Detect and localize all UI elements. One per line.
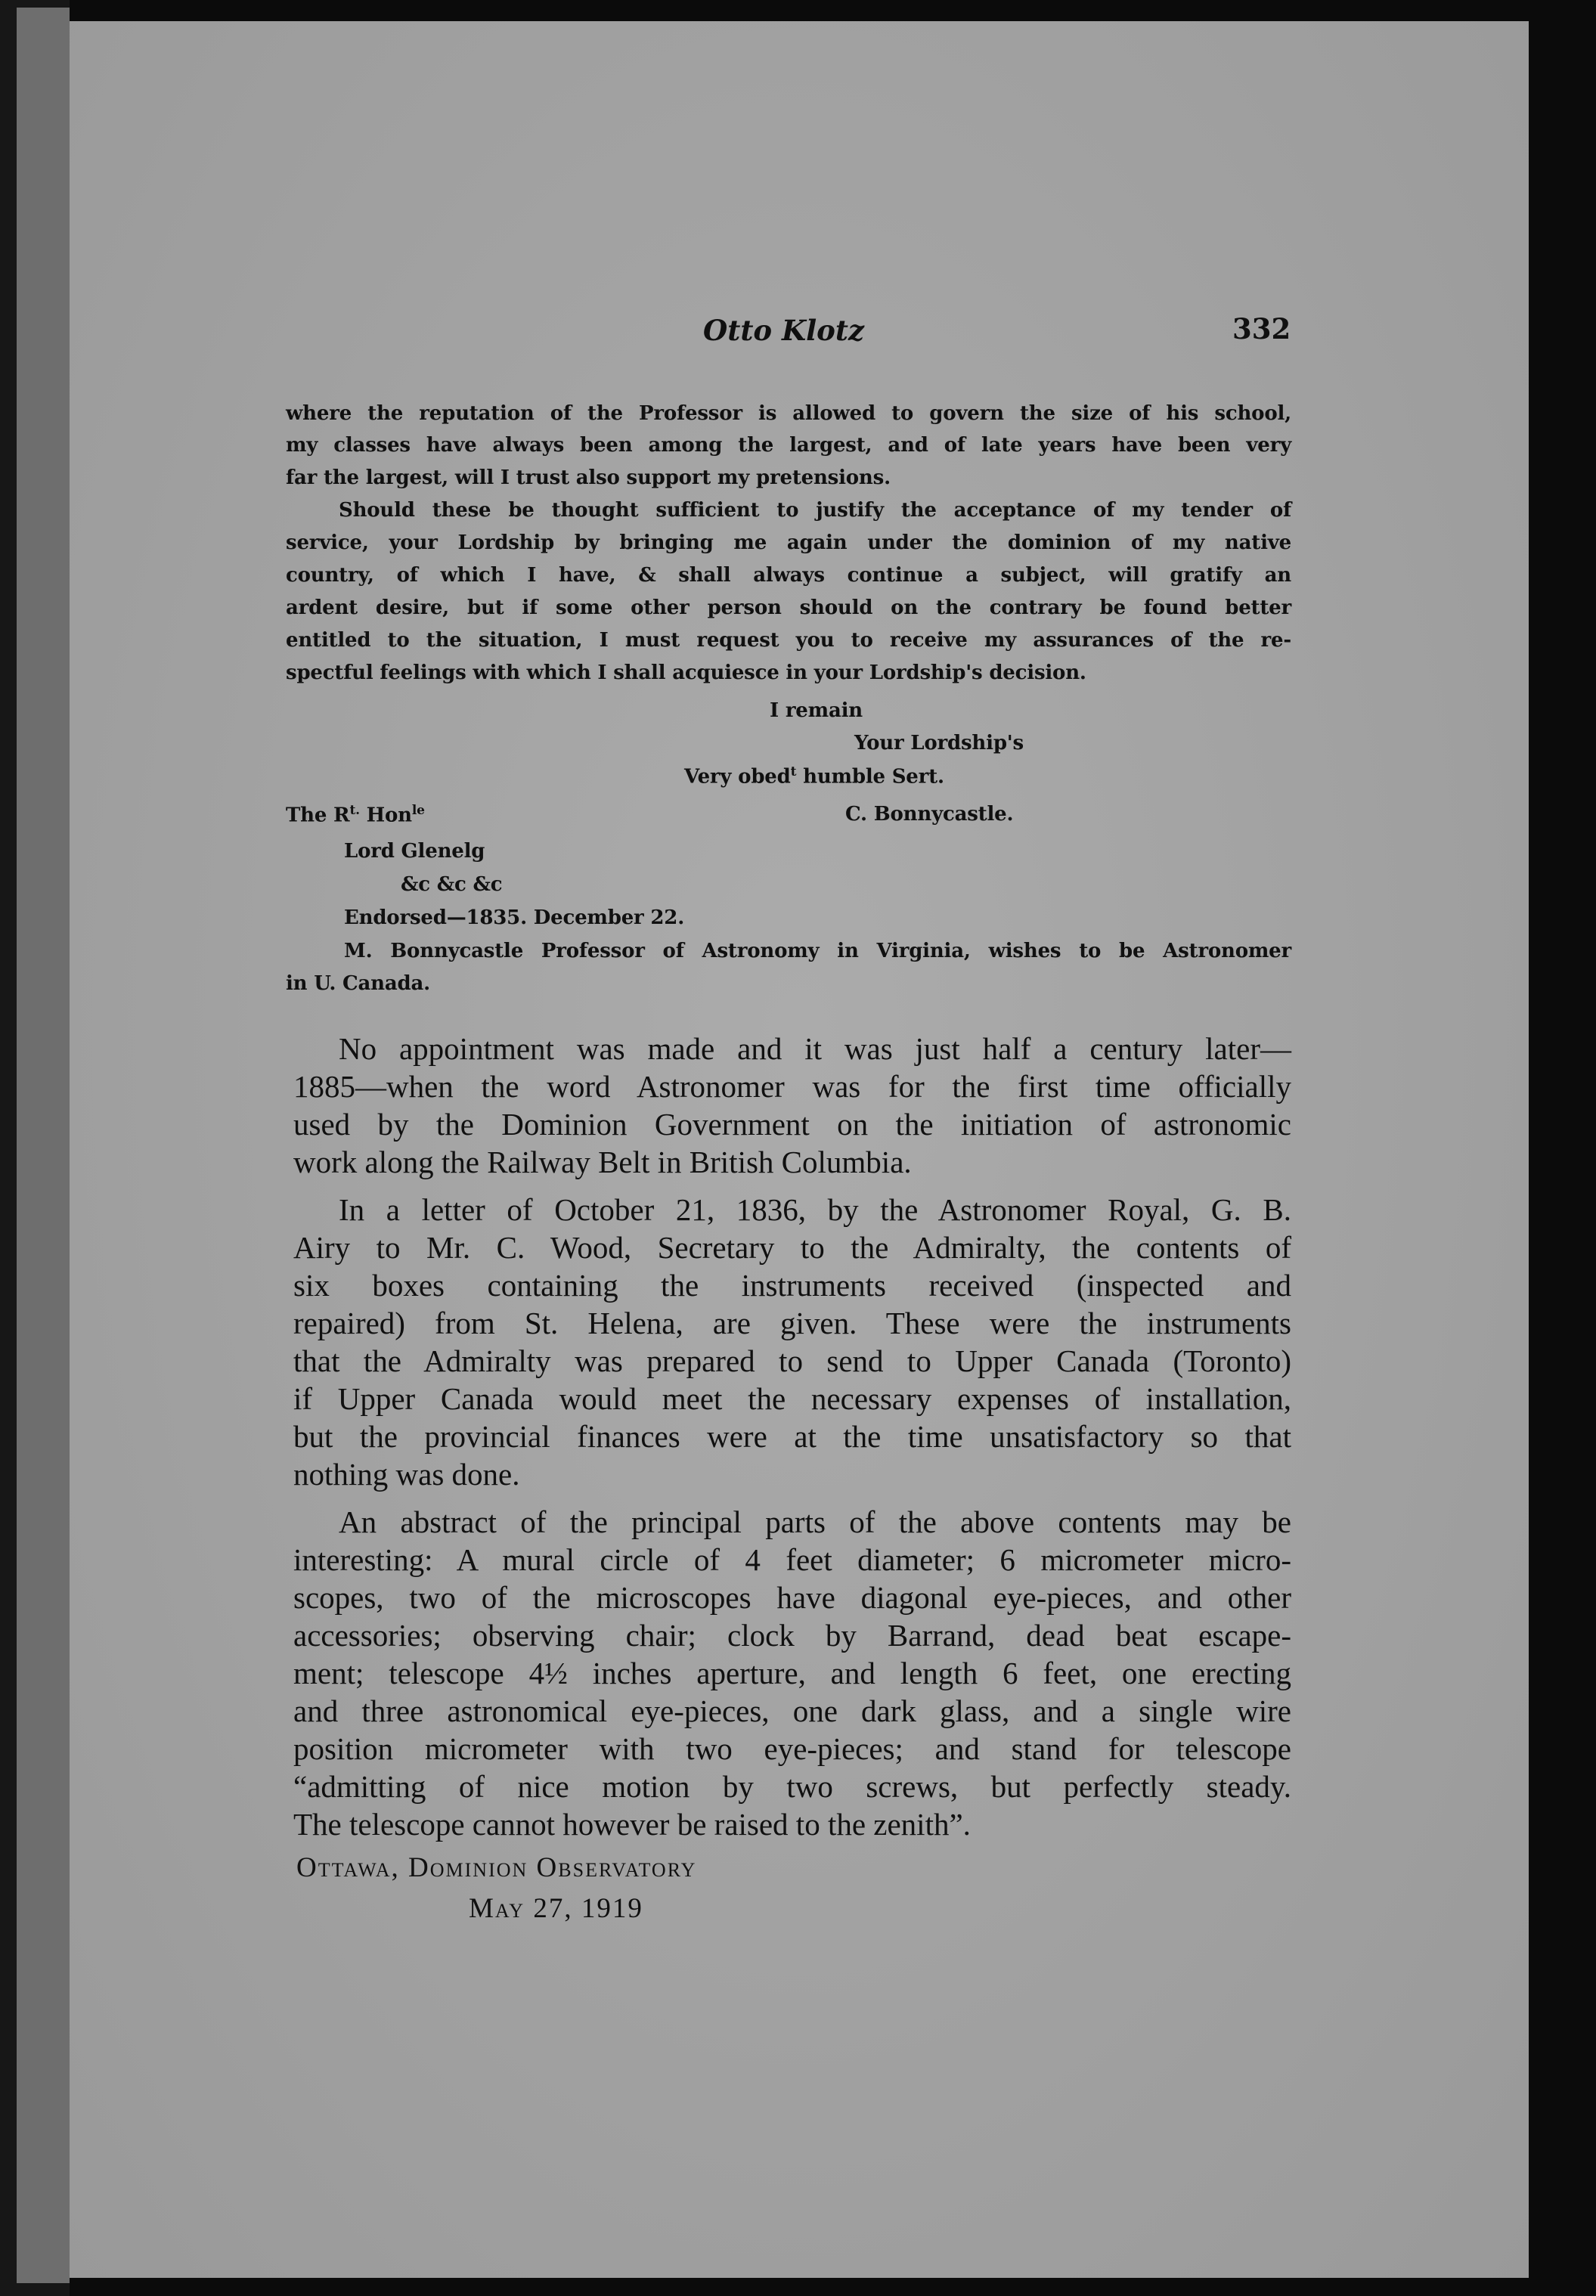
address-etc: &c &c &c: [401, 873, 503, 896]
body-line: used by the Dominion Government on the initiation of astronomic: [293, 1107, 1291, 1142]
address-lord: Lord Glenelg: [344, 840, 485, 863]
body-line: six boxes containing the instruments received (inspected and: [293, 1268, 1291, 1303]
facing-page-edge: [17, 8, 70, 2283]
letter-line: entitled to the situation, I must request you to receive my assurances of the re-: [286, 629, 1291, 652]
body-line: accessories; observing chair; clock by Barrand, dead beat escape-: [293, 1618, 1291, 1653]
body-line: Airy to Mr. C. Wood, Secretary to the Admiralty, the contents of: [293, 1230, 1291, 1265]
body-line: if Upper Canada would meet the necessary expenses of installation,: [293, 1381, 1291, 1416]
letter-line: far the largest, will I trust also support my pretensions.: [286, 466, 891, 489]
address-rt-superscript: t.: [349, 803, 360, 818]
body-line: interesting: A mural circle of 4 feet diameter; 6 micrometer micro-: [293, 1542, 1291, 1577]
letter-line: service, your Lordship by bringing me again under the dominion of my native: [286, 531, 1291, 554]
body-line: and three astronomical eye-pieces, one dark glass, and a single wire: [293, 1693, 1291, 1728]
body-line: No appointment was made and it was just half a century later—: [339, 1031, 1291, 1066]
letter-line: Should these be thought sufficient to justify the acceptance of my tender of: [339, 499, 1291, 522]
address-hon: Hon: [359, 804, 412, 827]
address-salutation: [286, 803, 425, 827]
letter-line: ardent desire, but if some other person should on the contrary be found better: [286, 596, 1291, 619]
signature: C. Bonnycastle.: [845, 803, 1014, 826]
body-line: An abstract of the principal parts of the above contents may be: [339, 1504, 1291, 1539]
closing-lordships: Your Lordship's: [854, 732, 1024, 754]
address-hon-superscript: le: [411, 803, 425, 818]
body-line: The telescope cannot however be raised to the zenith”.: [293, 1807, 971, 1842]
body-line: but the provincial finances were at the time unsatisfactory so that: [293, 1419, 1291, 1454]
endorsement-line: M. Bonnycastle Professor of Astronomy in Virginia, wishes to be Astronomer: [344, 940, 1291, 962]
endorsed-line: Endorsed—1835. December 22.: [344, 906, 685, 929]
body-line: In a letter of October 21, 1836, by the Astronomer Royal, G. B.: [339, 1192, 1291, 1227]
body-line: repaired) from St. Helena, are given. These were the instruments: [293, 1306, 1291, 1340]
endorsement-line: in U. Canada.: [286, 972, 430, 995]
letter-line: spectful feelings with which I shall acquiesce in your Lordship's decision.: [286, 662, 1086, 684]
body-line: “admitting of nice motion by two screws, but perfectly steady.: [293, 1769, 1291, 1804]
letter-line: where the reputation of the Professor is allowed to govern the size of his school,: [286, 402, 1291, 425]
closing-obedient-rest: humble Sert.: [796, 765, 944, 789]
closing-obedient-superscript: t: [790, 764, 797, 779]
body-line: 1885—when the word Astronomer was for the first time officially: [293, 1069, 1291, 1104]
letter-line: my classes have always been among the largest, and of late years have been very: [286, 434, 1291, 457]
closing-obedient: [684, 764, 944, 789]
body-line: work along the Railway Belt in British Columbia.: [293, 1145, 912, 1179]
address-rt: The R: [286, 804, 350, 827]
closing-obedient-text: Very obed: [684, 765, 791, 789]
closing-remain: I remain: [770, 699, 863, 722]
letter-line: country, of which I have, & shall always continue a subject, will gratify an: [286, 564, 1291, 587]
body-line: ment; telescope 4½ inches aperture, and length 6 feet, one erecting: [293, 1656, 1291, 1690]
signoff-place: Ottawa, Dominion Observatory: [296, 1852, 697, 1883]
running-header-title: Otto Klotz: [703, 314, 864, 347]
page-number: 332: [1232, 312, 1291, 345]
body-line: nothing was done.: [293, 1457, 520, 1492]
body-line: scopes, two of the microscopes have diagonal eye-pieces, and other: [293, 1580, 1291, 1615]
body-line: position micrometer with two eye-pieces; and stand for telescope: [293, 1731, 1291, 1766]
body-line: that the Admiralty was prepared to send to Upper Canada (Toronto): [293, 1343, 1291, 1378]
signoff-date: May 27, 1919: [469, 1893, 643, 1924]
